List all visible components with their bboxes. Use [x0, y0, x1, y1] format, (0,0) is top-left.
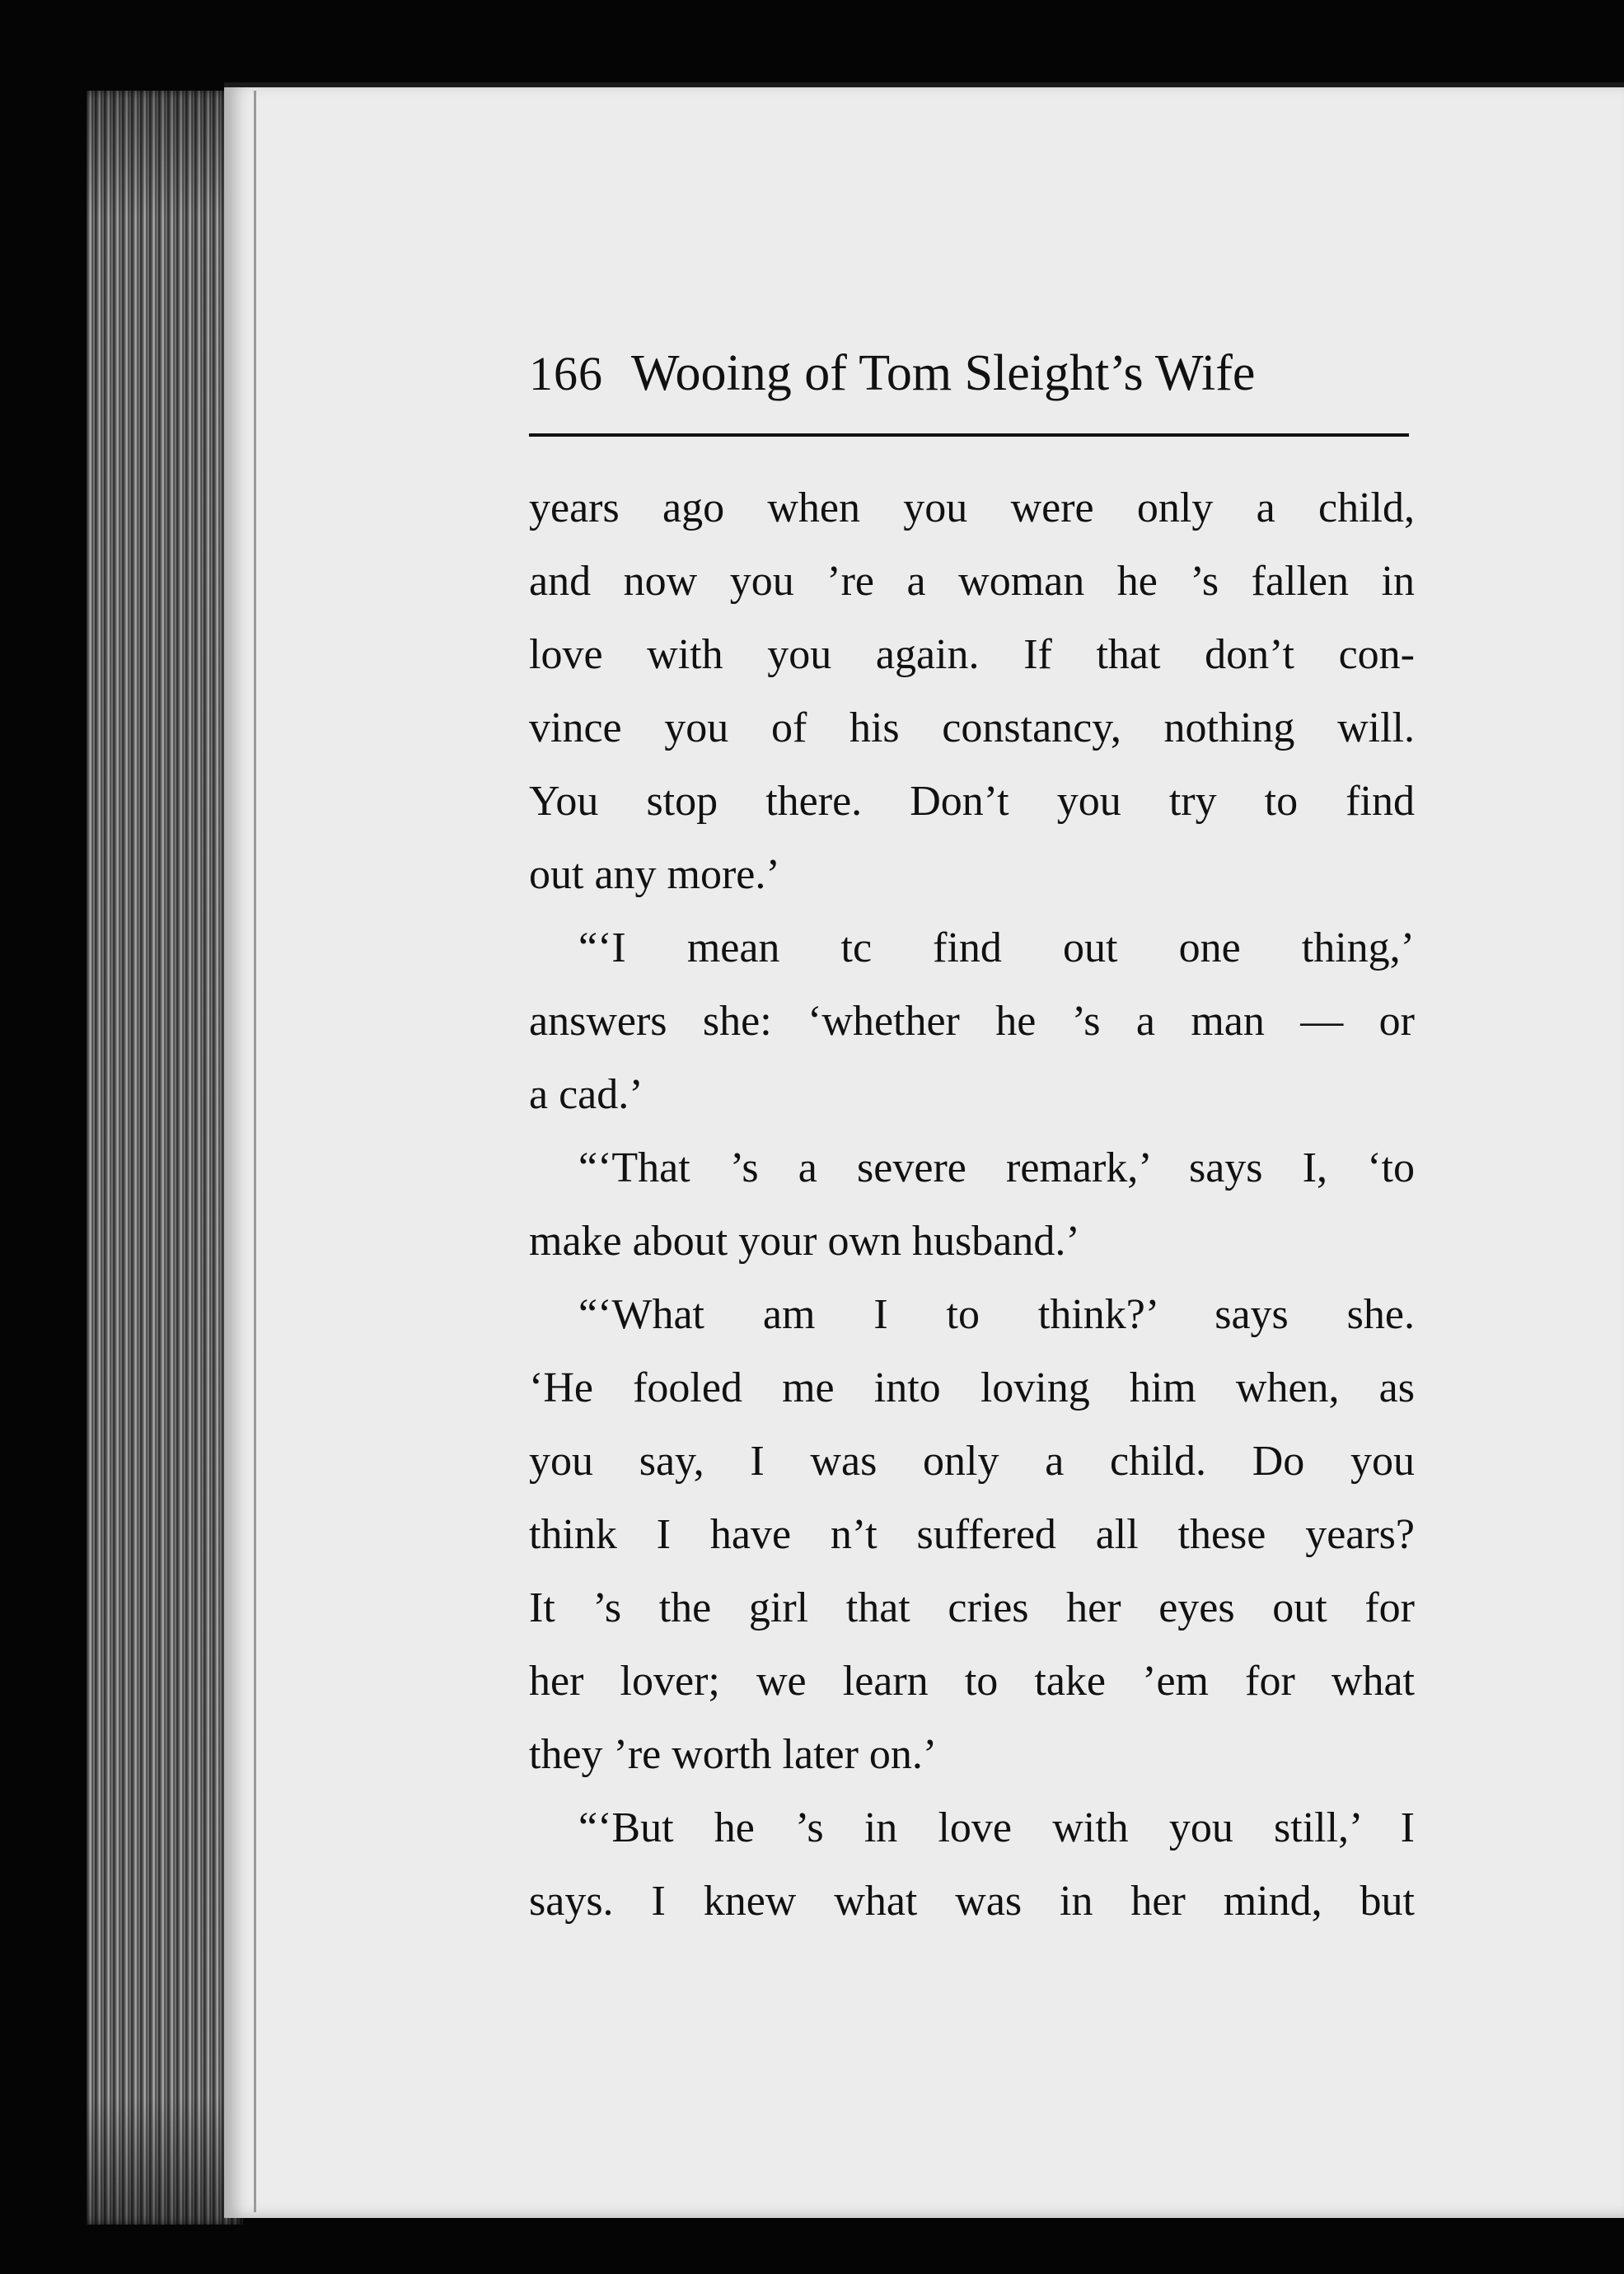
gutter-line: [254, 91, 256, 2212]
text-line: “‘But he ’s in love with you still,’ I: [578, 1804, 1415, 1851]
text-line: “‘That ’s a severe remark,’ says I, ‘to: [578, 1144, 1415, 1191]
text-line: You stop there. Don’t you try to find: [529, 778, 1415, 825]
text-line: and now you ’re a woman he ’s fallen in: [529, 558, 1415, 605]
text-line: make about your own husband.’: [529, 1218, 1080, 1265]
text-line: “‘What am I to think?’ says she.: [578, 1291, 1415, 1338]
page-edges: [87, 91, 243, 2225]
text-line: they ’re worth later on.’: [529, 1731, 938, 1778]
text-line: vince you of his constancy, nothing will.: [529, 704, 1415, 751]
text-line: ‘He fooled me into loving him when, as: [529, 1364, 1415, 1411]
text-line: out any more.’: [529, 851, 780, 898]
body-text: [529, 471, 1415, 1938]
text-line: her lover; we learn to take ’em for what: [529, 1658, 1415, 1705]
text-line: think I have n’t suffered all these years?: [529, 1511, 1415, 1558]
page-number: 166: [529, 347, 603, 400]
text-line: It ’s the girl that cries her eyes out for: [529, 1584, 1415, 1631]
text-line: says. I knew what was in her mind, but: [529, 1878, 1415, 1925]
page-top-edge: [224, 82, 1624, 87]
text-line: years ago when you were only a child,: [529, 484, 1415, 531]
running-title: Wooing of Tom Sleight’s Wife: [631, 345, 1256, 401]
header-rule: [529, 433, 1409, 437]
text-line: a cad.’: [529, 1071, 644, 1118]
text-line: you say, I was only a child. Do you: [529, 1438, 1415, 1485]
running-head: [529, 344, 1411, 419]
text-line: “‘I mean tc find out one thing,’: [578, 924, 1415, 971]
text-line: answers she: ‘whether he ’s a man — or: [529, 998, 1415, 1045]
text-line: love with you again. If that don’t con-: [529, 631, 1415, 678]
